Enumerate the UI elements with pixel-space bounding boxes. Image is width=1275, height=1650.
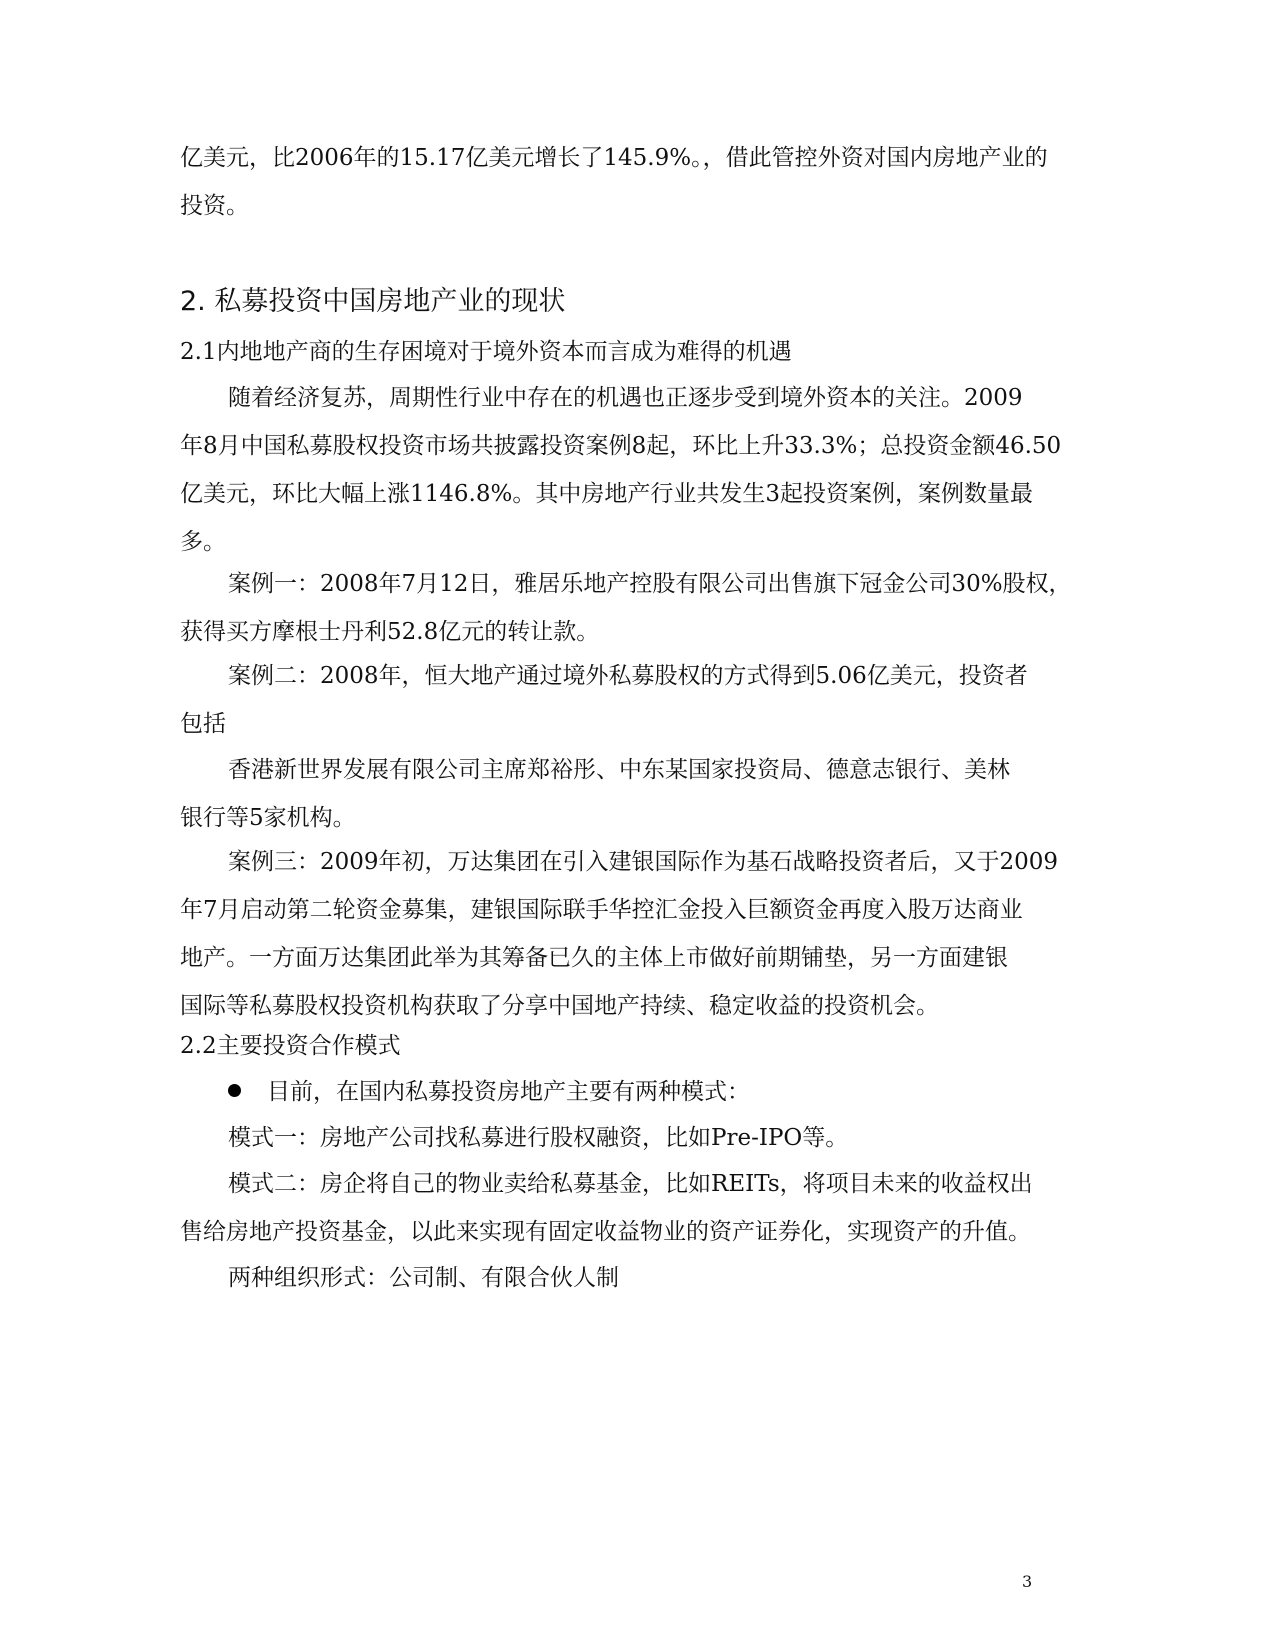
- text-line: 案例二：2008年，恒大地产通过境外私募股权的方式得到5.06亿美元，投资者: [228, 663, 1028, 689]
- text-line: 获得买方摩根士丹利52.8亿元的转让款。: [180, 619, 600, 645]
- paragraph-continued: [180, 134, 1060, 230]
- text-line: 国际等私募股权投资机构获取了分享中国地产持续、稳定收益的投资机会。: [180, 993, 939, 1019]
- text-line: 地产。一方面万达集团此举为其筹备已久的主体上市做好前期铺垫，另一方面建银: [180, 945, 1008, 971]
- text-line: 年7月启动第二轮资金募集，建银国际联手华控汇金投入巨额资金再度入股万达商业: [180, 897, 1023, 923]
- text-line: 案例三：2009年初，万达集团在引入建银国际作为基石战略投资者后，又于2009: [228, 849, 1059, 875]
- bullet-icon: [228, 1084, 241, 1097]
- paragraph-case-two: [180, 652, 1060, 748]
- text-line: 投资。: [180, 193, 249, 219]
- text-line: 随着经济复苏，周期性行业中存在的机遇也正逐步受到境外资本的关注。2009: [228, 385, 1023, 411]
- text-line: 年8月中国私募股权投资市场共披露投资案例8起，环比上升33.3%；总投资金额46.50: [180, 433, 1062, 459]
- text-line: 香港新世界发展有限公司主席郑裕彤、中东某国家投资局、德意志银行、美林: [228, 757, 1010, 783]
- text-line: 银行等5家机构。: [180, 805, 356, 831]
- paragraph-market-overview: [180, 374, 1060, 566]
- sub-heading: 2.1内地地产商的生存困境对于境外资本而言成为难得的机遇: [180, 339, 792, 365]
- paragraph-mode-two: [180, 1160, 1060, 1256]
- text-line: 亿美元，环比大幅上涨1146.8%。其中房地产行业共发生3起投资案例，案例数量最: [180, 481, 1033, 507]
- sub-heading: 2.2主要投资合作模式: [180, 1033, 401, 1059]
- bullet-item: [228, 1068, 750, 1116]
- text-line: 包括: [180, 711, 226, 737]
- section-heading: 2. 私募投资中国房地产业的现状: [180, 286, 566, 317]
- paragraph-case-two-investors: [180, 746, 1060, 842]
- text-line: 亿美元，比2006年的15.17亿美元增长了145.9%。，借此管控外资对国内房地产业的: [180, 145, 1048, 171]
- page-number: 3: [1022, 1572, 1033, 1591]
- paragraph-org-forms: [180, 1254, 1060, 1302]
- text-line: 模式二：房企将自己的物业卖给私募基金，比如REITs，将项目未来的收益权出: [228, 1171, 1033, 1197]
- paragraph-case-one: [180, 560, 1072, 656]
- text-line: 模式一：房地产公司找私募进行股权融资，比如Pre-IPO等。: [228, 1125, 849, 1151]
- text-line: 两种组织形式：公司制、有限合伙人制: [228, 1265, 619, 1291]
- paragraph-mode-one: [180, 1114, 1060, 1162]
- text-line: 售给房地产投资基金，以此来实现有固定收益物业的资产证券化，实现资产的升值。: [180, 1219, 1031, 1245]
- bullet-text: 目前，在国内私募投资房地产主要有两种模式：: [267, 1079, 750, 1105]
- text-line: 案例一：2008年7月12日，雅居乐地产控股有限公司出售旗下冠金公司30%股权，: [228, 571, 1072, 597]
- paragraph-case-three: [180, 838, 1060, 1030]
- text-line: 多。: [180, 529, 226, 555]
